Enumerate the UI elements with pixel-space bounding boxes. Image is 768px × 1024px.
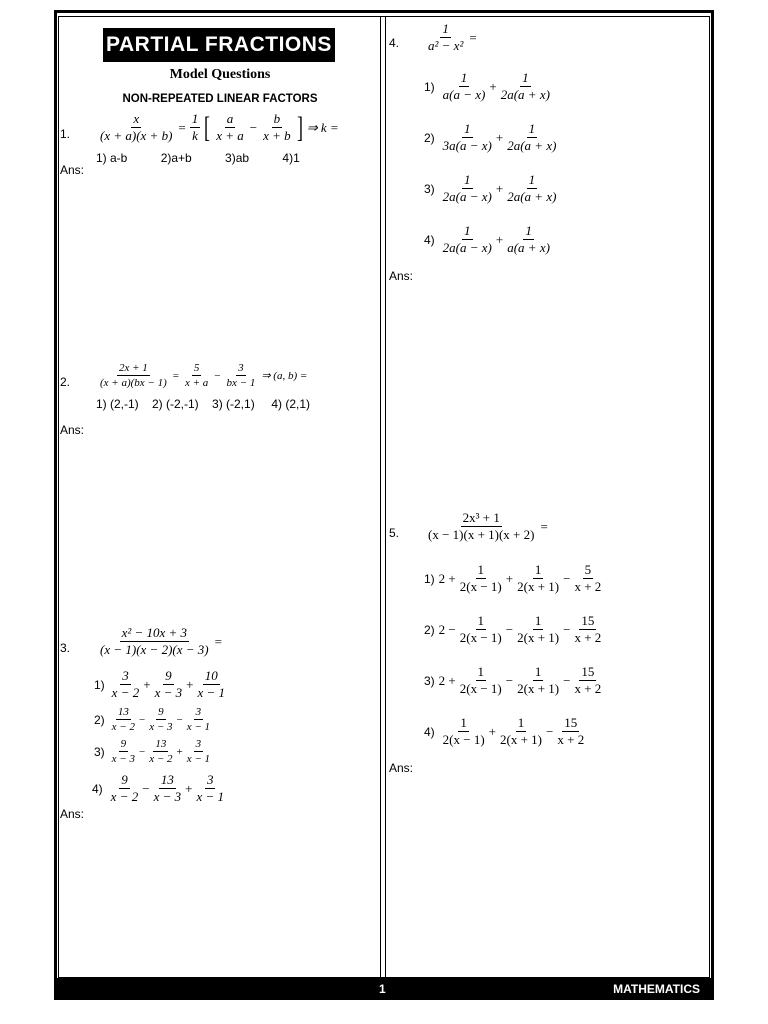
question-4-option-3: 3) 1 2a(a − x) + $\frac{1}{2a(a + x)}$ — [424, 172, 557, 204]
question-3-number: 3. — [60, 641, 71, 655]
question-4-number: 4. — [389, 36, 400, 50]
question-1-number: 1. — [60, 127, 71, 141]
column-divider — [380, 16, 386, 978]
section-heading: NON-REPEATED LINEAR FACTORS — [122, 93, 318, 105]
question-5-equation: $\frac{\text{2x³ + 1}}{(x - 1)(x + 1)(x + 2)}$ = — [428, 510, 548, 542]
question-5-option-1: 1) 2 + $\frac{1}{2(x - 1)}$ + $\frac{1}{2(x + 1)}$ − $\frac{5}{x + 2}$ — [424, 562, 602, 594]
question-4-option-2: 2) 1 3a(a − x) + $\frac{1}{2a(a + x)}$ — [424, 121, 557, 153]
question-3-option-1: 1) 3 x − 2 + $\frac{9}{x - 3}$ + $\frac{10}{x - 1}$ — [94, 668, 225, 700]
question-2-equation: $\frac{2x + 1}{(x + a)(bx - 1)}$ = $\frac{5}{x + a}$ − $\frac{3}{bx - 1}$ ⇒ (a, b) = — [100, 362, 308, 389]
question-3-equation: $\frac{\text{x² − 10x + 3}}{(x - 1)(x - 2)(x - 3)}$ = — [100, 625, 222, 657]
question-4-option-1: 1) 1 a(a − x) + $\frac{1}{2a(a + x)}$ — [424, 70, 550, 102]
question-2-number: 2. — [60, 375, 71, 389]
page-number: 1 — [379, 982, 386, 996]
question-4-option-4: 4) 1 2a(a − x) + $\frac{1}{a(a + x)}$ — [424, 223, 550, 255]
question-1-answer-label: Ans: — [60, 163, 85, 177]
question-5-option-3: 3) 2 + $\frac{1}{2(x - 1)}$ − $\frac{1}{2(x + 1)}$ − $\frac{15}{x + 2}$ — [424, 664, 602, 696]
question-1-equation: $\frac{x}{(x + a)(x + b)}$ = $\frac{1}{k}$ [ a x + a − $\frac{b}{x + b}$ ] ⇒ k = — [100, 110, 339, 144]
subject-label: MATHEMATICS — [613, 982, 700, 996]
question-3-option-4: 4) 9 x − 2 − $\frac{13}{x - 3}$ + $\frac{3}{x - 1}$ — [92, 772, 224, 804]
question-1-options: 1) a-b 2)a+b 3)ab 4)1 — [96, 151, 300, 165]
question-2-options: 1) (2,-1) 2) (-2,-1) 3) (-2,1) 4) (2,1) — [96, 397, 311, 411]
question-4-equation: $\frac{1}{\text{a² − x²}}$ = — [428, 21, 477, 53]
question-5-number: 5. — [389, 526, 400, 540]
page-footer — [54, 978, 714, 1000]
question-5-option-4: 4) 1 2(x − 1) + $\frac{1}{2(x + 1)}$ − $\frac{15}{x + 2}$ — [424, 715, 585, 747]
question-3-answer-label: Ans: — [60, 807, 85, 821]
question-5-answer-label: Ans: — [389, 761, 414, 775]
question-2-answer-label: Ans: — [60, 423, 85, 437]
subtitle: Model Questions — [169, 67, 271, 82]
question-3-option-2: 2) 13 x − 2 − $\frac{9}{x - 3}$ − $\frac{3}{x - 1}$ — [94, 706, 211, 733]
question-4-answer-label: Ans: — [389, 269, 414, 283]
question-3-option-3: 3) 9 x − 3 − $\frac{13}{x - 2}$ + $\frac{3}{x - 1}$ — [94, 738, 211, 765]
question-5-option-2: 2) 2 − $\frac{1}{2(x - 1)}$ − $\frac{1}{2(x + 1)}$ − $\frac{15}{x + 2}$ — [424, 613, 602, 645]
page-title: PARTIAL FRACTIONS — [103, 28, 335, 62]
